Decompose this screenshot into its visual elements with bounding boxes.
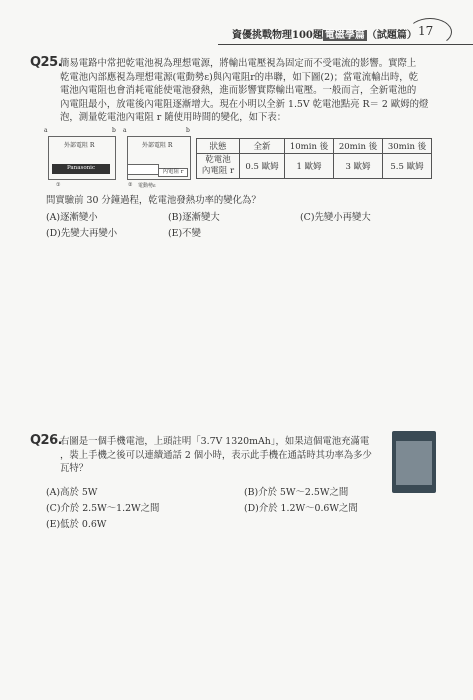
- option-d: (D)先變大再變小: [46, 228, 118, 239]
- book-title-suffix: （試題篇）: [366, 30, 417, 41]
- internal-resistance-table: [196, 138, 432, 179]
- table-row-label: [197, 154, 240, 179]
- q26-line-1: 右圖是一個手機電池，上頭註明「3.7V 1320mAh」，如果這個電池充滿電: [60, 436, 370, 447]
- external-resistor-label: 外部電阻 R: [64, 142, 95, 149]
- option-b: (B)逐漸變大: [168, 212, 220, 223]
- terminal-a: a: [44, 127, 48, 134]
- row-label-line-2: 內電阻 r: [201, 166, 235, 176]
- question-26-text: [60, 435, 390, 476]
- q26-line-2: ，裝上手機之後可以連續通話 2 個小時，表示此手機在通話時其功率為多少: [60, 449, 372, 461]
- option-a: (A)高於 5W: [46, 487, 98, 498]
- figure-1-caption: ①: [56, 182, 61, 188]
- question-number-26: Q26.: [30, 433, 63, 448]
- option-c: (C)先變小再變大: [300, 212, 371, 223]
- figure-2-caption: ②: [128, 182, 133, 188]
- external-resistor-label-2: 外部電阻 R: [142, 142, 173, 149]
- option-a: (A)逐漸變小: [46, 212, 98, 223]
- table-cell: 3 歐姆: [334, 154, 383, 179]
- battery-label-area: [396, 441, 432, 485]
- question-25-text: [60, 57, 460, 125]
- page-number: 17: [418, 24, 434, 38]
- question-25-prompt: 問實驗前 30 分鐘過程，乾電池發熱功率的變化為？: [46, 195, 261, 206]
- table-cell: 5.5 歐姆: [383, 154, 432, 179]
- option-e: (E)低於 0.6W: [46, 519, 107, 530]
- q26-line-3: 瓦特？: [60, 463, 89, 475]
- q25-line-1: 簡易電路中常把乾電池視為理想電源，將輸出電壓視為固定而不受電流的影響。實際上: [60, 58, 417, 69]
- table-header-cell: 狀態: [197, 139, 240, 154]
- table-row: [197, 154, 432, 179]
- emf-label: 電動勢ε: [138, 183, 156, 189]
- table-header-cell: 20min 後: [334, 139, 383, 154]
- q25-line-3: 電池內電阻也會消耗電能使電池發熱，進而影響實際輸出電壓。一般而言，全新電池的: [60, 85, 417, 97]
- phone-battery-image: [392, 431, 436, 493]
- table-header-cell: 30min 後: [383, 139, 432, 154]
- book-title: [232, 26, 417, 41]
- row-label-line-1: 乾電池: [205, 155, 231, 165]
- terminal-b: b: [112, 127, 116, 134]
- table-cell: 1 歐姆: [285, 154, 334, 179]
- book-title-highlight: 電磁學篇: [324, 30, 365, 41]
- q25-line-4: 內電阻最小，放電後內電阻逐漸增大。現在小明以全新 1.5V 乾電池點亮 R＝ 2 歐姆的燈: [60, 98, 429, 110]
- table-header-row: [197, 139, 432, 154]
- option-c: (C)介於 2.5W～1.2W之間: [46, 503, 160, 514]
- terminal-b-2: b: [186, 127, 190, 134]
- table-header-cell: 10min 後: [285, 139, 334, 154]
- option-d: (D)介於 1.2W～0.6W之間: [244, 503, 358, 514]
- question-number-25: Q25.: [30, 55, 63, 70]
- table-header-cell: 全新: [240, 139, 285, 154]
- internal-resistor-label: 內電阻 r: [158, 168, 188, 177]
- option-e: (E)不變: [168, 228, 201, 239]
- table-cell: 0.5 歐姆: [240, 154, 285, 179]
- ideal-source-symbol: [127, 164, 159, 175]
- terminal-a-2: a: [123, 127, 127, 134]
- option-b: (B)介於 5W～2.5W之間: [244, 487, 349, 498]
- battery-image: Panasonic: [52, 164, 110, 174]
- q25-line-5: 泡，測量乾電池內電阻 r 隨使用時間的變化，如下表：: [60, 112, 287, 124]
- page-header: [0, 24, 473, 48]
- q25-line-2: 乾電池內部應視為理想電源(電動勢ε)與內電阻r的串聯，如下圖(2)；當電流輸出時，乾: [60, 71, 419, 83]
- book-title-prefix: 資優挑戰物理100題: [232, 30, 323, 41]
